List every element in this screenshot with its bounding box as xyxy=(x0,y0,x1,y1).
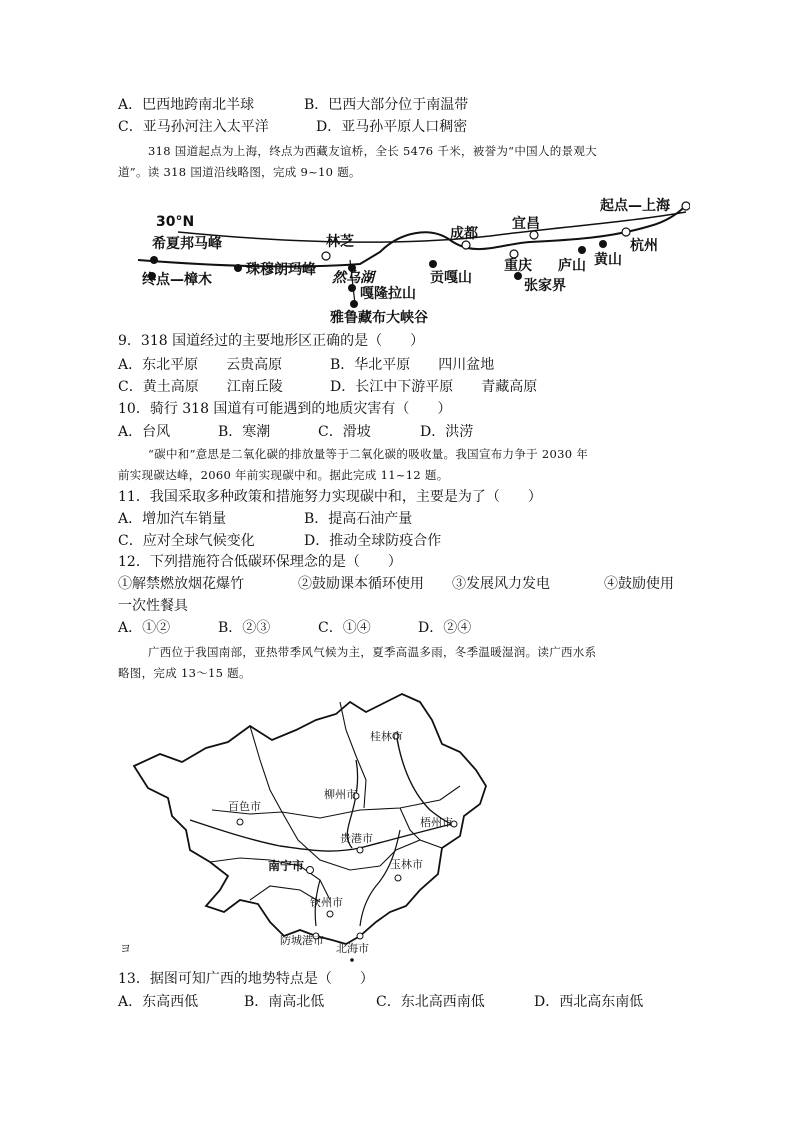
label-namcha: 嘎隆拉山 xyxy=(360,286,416,302)
intro-318-line1: 318 国道起点为上海，终点为西藏友谊桥，全长 5476 千米，被誉为“中国人的景观大 xyxy=(148,144,597,158)
city-nanning xyxy=(307,867,314,874)
label-xixiabangma: 希夏邦马峰 xyxy=(152,236,222,252)
city-beihai xyxy=(357,933,363,939)
point-yichang xyxy=(530,231,538,239)
label-yichang: 宜昌 xyxy=(512,216,540,232)
label-liuzhou: 柳州市 xyxy=(324,788,357,801)
q8-option-b: B．巴西大部分位于南温带 xyxy=(304,97,469,113)
river-guijiang xyxy=(396,732,452,824)
label-qinzhou: 钦州市 xyxy=(310,896,343,909)
label-yarlung: 雅鲁藏布大峡谷 xyxy=(330,310,428,326)
q12-item-1: ①解禁燃放烟花爆竹 xyxy=(118,576,244,592)
q13-stem: 13．据图可知广西的地势特点是（ ） xyxy=(118,971,374,987)
q9-option-a: A．东北平原 云贵高原 xyxy=(118,357,283,373)
label-chongqing: 重庆 xyxy=(504,258,532,274)
label-zhangjiajie: 张家界 xyxy=(524,278,566,294)
q12-item-2: ②鼓励课本循环使用 xyxy=(298,576,424,592)
label-qomolangma: 珠穆朗玛峰 xyxy=(246,262,316,278)
point-shanghai xyxy=(682,202,690,210)
point-hangzhou xyxy=(622,228,630,236)
q13-option-c: C．东北高西南低 xyxy=(376,994,485,1010)
q13-option-d: D．西北高东南低 xyxy=(534,994,644,1010)
q12-option-d: D．②④ xyxy=(418,620,472,636)
city-qinzhou xyxy=(327,911,333,917)
label-start: 起点—上海 xyxy=(600,198,670,214)
q12-item-4: ④鼓励使用 xyxy=(604,576,674,592)
label-baise: 百色市 xyxy=(228,800,261,813)
q13-option-b: B．南高北低 xyxy=(244,994,325,1010)
q11-option-b: B．提高石油产量 xyxy=(304,511,413,527)
q12-option-b: B．②③ xyxy=(218,620,271,636)
q9-option-d: D．长江中下游平原 青藏高原 xyxy=(330,379,538,395)
point-gongga xyxy=(429,260,437,268)
stray-mark: ヨ xyxy=(120,942,131,955)
point-lushan xyxy=(578,246,586,254)
city-baise xyxy=(237,819,243,825)
city-yulin xyxy=(395,875,401,881)
q10-option-d: D．洪涝 xyxy=(420,424,474,440)
point-yarlung xyxy=(350,300,358,308)
q12-option-a: A．①② xyxy=(118,620,171,636)
q11-stem: 11．我国采取多种政策和措施努力实现碳中和，主要是为了（ ） xyxy=(118,489,542,505)
label-fangchenggang: 防城港市 xyxy=(280,934,324,947)
q10-option-b: B．寒潮 xyxy=(218,424,271,440)
point-chongqing xyxy=(510,250,518,258)
intro-carbon-line1: “碳中和”意思是二氧化碳的排放量等于二氧化碳的吸收量。我国宣布力争于 2030 年 xyxy=(148,447,589,461)
q9-option-b: B．华北平原 四川盆地 xyxy=(330,357,495,373)
guangxi-water-map xyxy=(120,690,500,965)
q10-option-a: A．台风 xyxy=(118,424,171,440)
label-ranwu: 然乌湖 xyxy=(332,270,374,286)
q12-item-3: ③发展风力发电 xyxy=(452,576,550,592)
point-qomolangma xyxy=(234,264,242,272)
point-nyingchi xyxy=(322,252,330,260)
city-guigang xyxy=(357,847,363,853)
label-chengdu: 成都 xyxy=(450,226,478,242)
label-gongga: 贡嘎山 xyxy=(430,270,472,286)
intro-carbon-line2: 前实现碳达峰，2060 年前实现碳中和。据此完成 11~12 题。 xyxy=(118,468,449,482)
label-nanning: 南宁市 xyxy=(268,859,305,873)
q9-option-c: C．黄土高原 江南丘陵 xyxy=(118,379,283,395)
label-guigang: 贵港市 xyxy=(340,832,373,845)
q12-item-4-cont: 一次性餐具 xyxy=(118,598,188,614)
label-yulin: 玉林市 xyxy=(390,858,423,871)
route-318-map xyxy=(130,192,690,332)
q9-stem: 9．318 国道经过的主要地形区正确的是（ ） xyxy=(118,333,425,349)
label-lushan: 庐山 xyxy=(558,258,586,274)
label-latitude: 30°N xyxy=(156,214,195,230)
q11-option-a: A．增加汽车销量 xyxy=(118,511,227,527)
intro-guangxi-line1: 广西位于我国南部，亚热带季风气候为主，夏季高温多雨，冬季温暖湿润。读广西水系 xyxy=(148,645,597,659)
label-wuzhou: 梧州市 xyxy=(420,816,453,829)
q11-option-c: C．应对全球气候变化 xyxy=(118,533,255,549)
q10-option-c: C．滑坡 xyxy=(318,424,371,440)
label-huangshan: 黄山 xyxy=(594,252,622,268)
label-hangzhou: 杭州 xyxy=(630,238,658,254)
q12-stem: 12．下列措施符合低碳环保理念的是（ ） xyxy=(118,554,402,570)
q12-option-c: C．①④ xyxy=(318,620,371,636)
q10-stem: 10．骑行 318 国道有可能遇到的地质灾害有（ ） xyxy=(118,401,452,417)
intro-guangxi-line2: 略图，完成 13～15 题。 xyxy=(118,666,251,680)
q8-option-c: C．亚马孙河注入太平洋 xyxy=(118,119,269,135)
q8-option-d: D．亚马孙平原人口稠密 xyxy=(316,119,468,135)
point-xixiabangma xyxy=(150,256,158,264)
intro-318-line2: 道”。读 318 国道沿线略图，完成 9~10 题。 xyxy=(118,165,361,179)
label-end: 终点—樟木 xyxy=(142,272,212,288)
label-nyingchi: 林芝 xyxy=(326,234,354,250)
q13-option-a: A．东高西低 xyxy=(118,994,199,1010)
river-xijiang xyxy=(190,820,452,851)
latitude-line xyxy=(178,212,686,242)
label-beihai: 北海市 xyxy=(336,942,369,955)
point-huangshan xyxy=(599,240,607,248)
q11-option-d: D．推动全球防疫合作 xyxy=(304,533,442,549)
label-guilin: 桂林市 xyxy=(370,730,403,743)
q8-option-a: A．巴西地跨南北半球 xyxy=(118,97,255,113)
point-chengdu xyxy=(462,241,470,249)
